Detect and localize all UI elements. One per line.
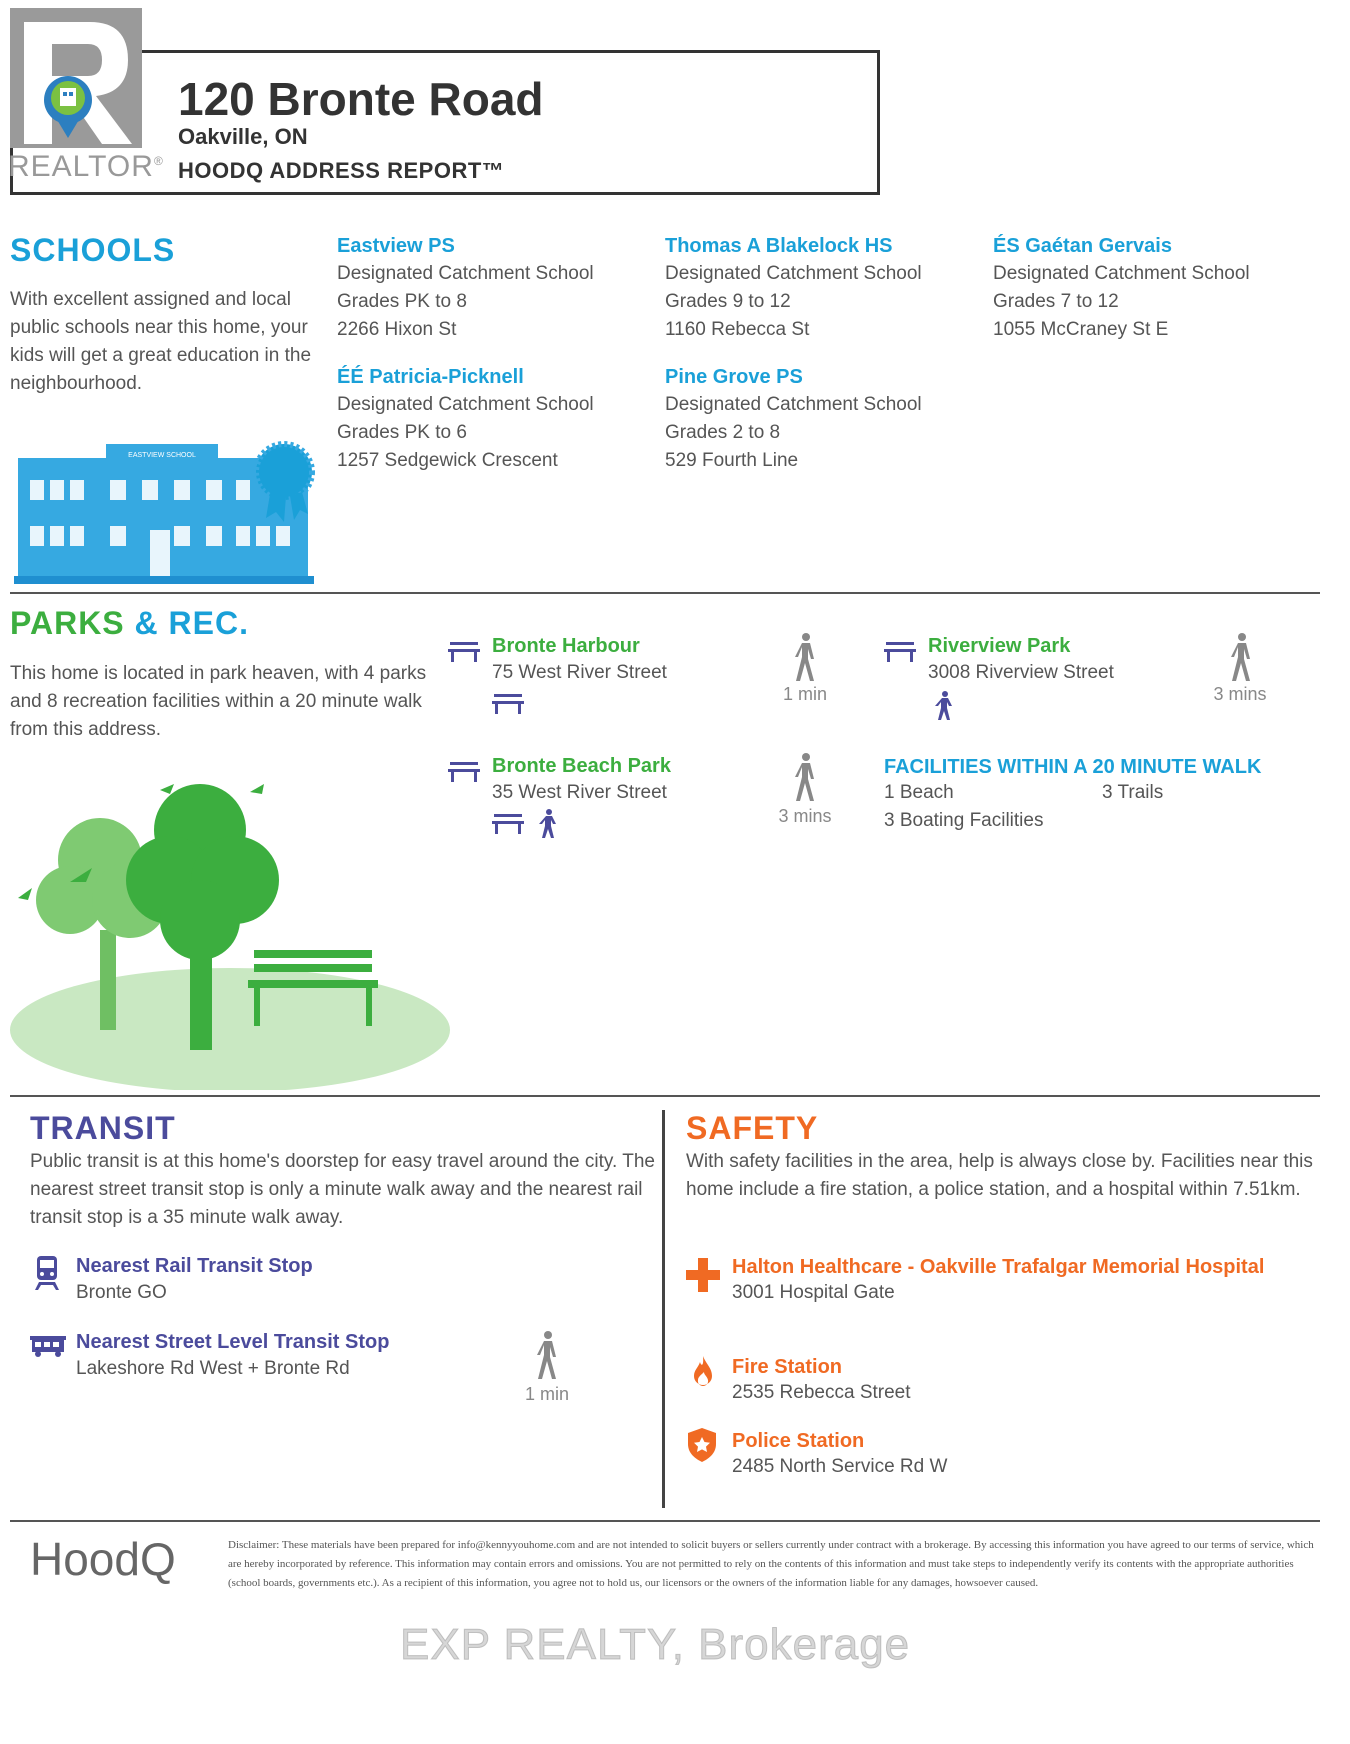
school-grades: Grades PK to 8 — [337, 291, 467, 312]
hospital-name[interactable]: Halton Healthcare - Oakville Trafalgar Memorial Hospital — [732, 1256, 1265, 1278]
street-transit-title[interactable]: Nearest Street Level Transit Stop — [76, 1331, 390, 1353]
park-item — [492, 632, 792, 686]
address-city: Oakville, ON — [178, 124, 308, 149]
school-address: 529 Fourth Line — [665, 450, 799, 471]
facilities-title: FACILITIES WITHIN A 20 MINUTE WALK — [884, 756, 1262, 778]
walk-time: 1 min — [524, 1384, 569, 1404]
school-address: 1055 McCraney St E — [993, 319, 1169, 340]
school-grades: Grades PK to 6 — [337, 422, 467, 443]
transit-description: Public transit is at this home's doorstep for easy travel around the city. The nearest street transit stop is only a minute walk away and the nearest rail transit stop is a 35 minute walk away. — [30, 1151, 655, 1228]
school-grades: Grades 9 to 12 — [665, 291, 791, 312]
realtor-logo-text: REALTOR® — [8, 150, 164, 183]
bench-icon — [492, 692, 524, 714]
schools-description: With excellent assigned and local public schools near this home, your kids will get a great education in the neighbourhood. — [10, 289, 312, 394]
school-type: Designated Catchment School — [337, 394, 594, 415]
bench-icon — [492, 812, 524, 834]
section-divider — [10, 1520, 1320, 1522]
bench-icon — [448, 640, 480, 662]
school-card — [337, 363, 637, 475]
park-illustration — [10, 770, 450, 1090]
rail-transit-stop-name: Bronte GO — [76, 1282, 167, 1303]
safety-description: With safety facilities in the area, help is always close by. Facilities near this home include a fire station, a police station, and a hospital within 7.51km. — [686, 1151, 1313, 1200]
walking-person-icon — [532, 1330, 562, 1380]
bench-icon — [448, 760, 480, 782]
fire-station-address: 2535 Rebecca Street — [732, 1382, 911, 1403]
park-address: 35 West River Street — [492, 782, 667, 803]
report-title: HOODQ ADDRESS REPORT™ — [178, 158, 505, 183]
school-address: 1257 Sedgewick Crescent — [337, 450, 558, 471]
transit-heading: TRANSIT — [30, 1110, 176, 1146]
school-name[interactable]: ÉÉ Patricia-Picknell — [337, 366, 524, 388]
school-type: Designated Catchment School — [665, 394, 922, 415]
hospital-address: 3001 Hospital Gate — [732, 1282, 895, 1303]
rail-transit-title[interactable]: Nearest Rail Transit Stop — [76, 1255, 313, 1277]
address-title: 120 Bronte Road — [178, 73, 544, 125]
section-divider — [10, 1095, 1320, 1097]
school-grades: Grades 7 to 12 — [993, 291, 1119, 312]
school-name[interactable]: Pine Grove PS — [665, 366, 803, 388]
school-building-illustration — [14, 430, 324, 586]
park-name[interactable]: Bronte Beach Park — [492, 755, 671, 777]
parks-heading: PARKS & REC. — [10, 605, 249, 641]
school-address: 2266 Hixon St — [337, 319, 457, 340]
train-icon — [34, 1256, 60, 1290]
facility-item: 1 Beach — [884, 782, 954, 803]
walking-person-icon — [1226, 632, 1256, 682]
column-divider — [662, 1110, 665, 1508]
school-address: 1160 Rebecca St — [665, 319, 810, 340]
fire-station-name[interactable]: Fire Station — [732, 1356, 843, 1378]
rail-transit-stop — [76, 1252, 576, 1306]
hospital-item — [732, 1254, 1272, 1306]
school-name[interactable]: Eastview PS — [337, 235, 455, 257]
school-card — [993, 232, 1293, 344]
police-station-item — [732, 1428, 1272, 1480]
school-name[interactable]: Thomas A Blakelock HS — [665, 235, 893, 257]
walking-person-icon — [790, 632, 820, 682]
hospital-cross-icon — [686, 1258, 720, 1292]
disclaimer-text: Disclaimer: These materials have been prepared for info@kennyyouhome.com and are not intended to solicit buyers or sellers currently under contract with a brokerage. By accessing this information you have agreed to our terms of service, which are hereby incorporated by reference. This information may contain errors and omissions. You are not permitted to rely on the contents of this information and must take steps to independently verify its contents with the appropriate authorities (school boards, governments etc.). As a recipient of this information, you agree not to hold us, our licensors or the owners of the information liable for any damages, howsoever caused. — [228, 1539, 1314, 1589]
walk-time: 3 mins — [778, 806, 832, 826]
park-item — [492, 752, 792, 806]
realtor-logo — [10, 8, 142, 148]
running-person-icon — [538, 808, 558, 840]
walk-time: 3 mins — [1213, 684, 1267, 704]
school-type: Designated Catchment School — [993, 263, 1250, 284]
bench-icon — [884, 640, 916, 662]
facility-item: 3 Boating Facilities — [884, 810, 1044, 831]
park-address: 75 West River Street — [492, 662, 667, 683]
fire-station-item — [732, 1354, 1272, 1406]
street-transit-stop — [76, 1328, 576, 1382]
park-address: 3008 Riverview Street — [928, 662, 1114, 683]
facility-item: 3 Trails — [1102, 782, 1164, 803]
bus-icon — [30, 1336, 66, 1358]
section-divider — [10, 592, 1320, 594]
brokerage-watermark: EXP REALTY, Brokerage — [400, 1620, 911, 1669]
school-card — [665, 232, 965, 344]
park-name[interactable]: Bronte Harbour — [492, 635, 640, 657]
school-card — [337, 232, 637, 344]
walking-person-icon — [790, 752, 820, 802]
school-grades: Grades 2 to 8 — [665, 422, 781, 443]
park-name[interactable]: Riverview Park — [928, 635, 1071, 657]
walk-time: 1 min — [782, 684, 827, 704]
safety-heading: SAFETY — [686, 1110, 819, 1146]
school-type: Designated Catchment School — [665, 263, 922, 284]
parks-description: This home is located in park heaven, with 4 parks and 8 recreation facilities within a 20 minute walk from this address. — [10, 663, 427, 740]
school-sign-text: EASTVIEW SCHOOL — [128, 452, 196, 459]
police-station-address: 2485 North Service Rd W — [732, 1456, 948, 1477]
hoodq-logo: HoodQ — [30, 1533, 176, 1585]
running-person-icon — [934, 690, 954, 722]
school-name[interactable]: ÉS Gaétan Gervais — [993, 235, 1172, 257]
fire-icon — [692, 1356, 714, 1388]
park-item — [928, 632, 1228, 686]
police-station-name[interactable]: Police Station — [732, 1430, 865, 1452]
school-card — [665, 363, 965, 475]
school-type: Designated Catchment School — [337, 263, 594, 284]
police-badge-icon — [688, 1428, 716, 1462]
street-transit-stop-name: Lakeshore Rd West + Bronte Rd — [76, 1358, 350, 1379]
schools-heading: SCHOOLS — [10, 232, 176, 268]
